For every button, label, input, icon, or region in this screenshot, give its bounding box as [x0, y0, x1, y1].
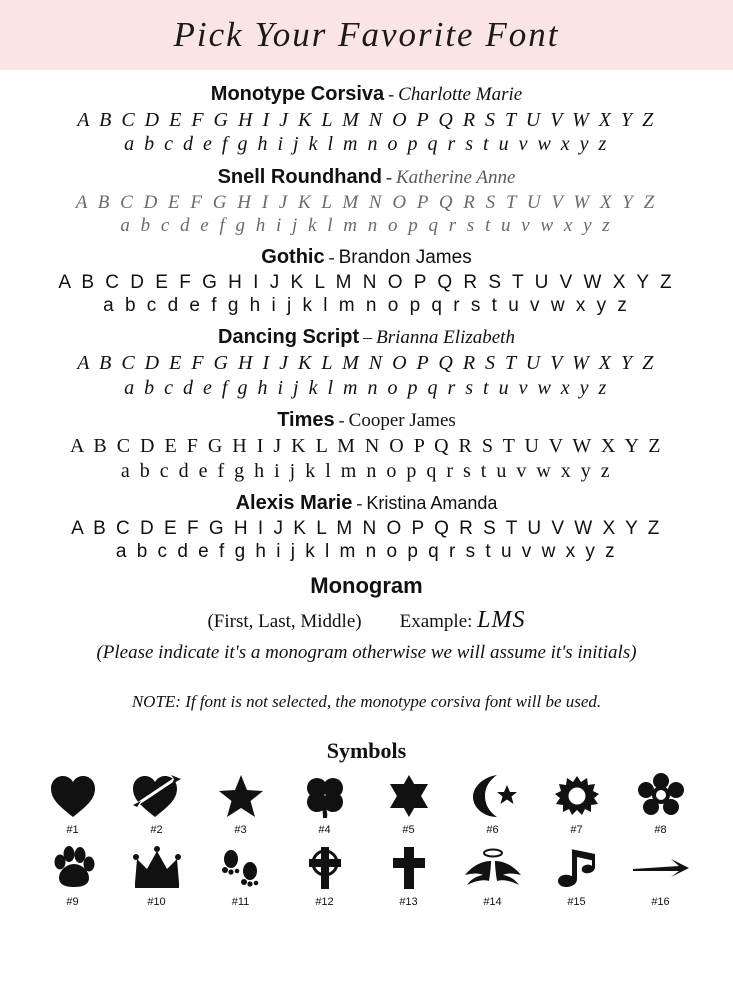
symbol-label: #16 [651, 896, 670, 909]
cross-icon [367, 842, 451, 894]
symbol-label: #4 [318, 824, 331, 837]
symbol-label: #13 [399, 896, 418, 909]
monogram-example-value: LMS [477, 607, 526, 634]
symbol-label: #5 [402, 824, 415, 837]
font-lowercase-alphabet: a b c d e f g h i j k l m n o p q r s t u v w x y z [124, 133, 609, 156]
symbol-item[interactable] [199, 770, 283, 836]
font-name: Dancing Script [218, 326, 360, 349]
symbol-label: #9 [66, 896, 79, 909]
font-uppercase-alphabet: A B C D E F G H I J K L M N O P Q R S T U V W X Y Z [71, 518, 662, 540]
font-uppercase-alphabet: A B C D E F G H I J K L M N O P Q R S T U V W X Y Z [77, 352, 656, 375]
header-banner [0, 0, 733, 70]
font-uppercase-alphabet: A B C D E F G H I J K L M N O P Q R S T U V W X Y Z [70, 435, 663, 458]
symbol-label: #3 [234, 824, 247, 837]
font-name: Monotype Corsiva [210, 83, 385, 105]
page-title: Pick Your Favorite Font [173, 15, 560, 54]
font-uppercase-alphabet: A B C D E F G H I J K L M N O P Q R S T U V W X Y Z [75, 191, 658, 213]
angel-wings-icon [451, 842, 535, 894]
symbol-item[interactable] [619, 770, 703, 836]
font-dash: – [363, 327, 373, 348]
symbol-label: #7 [570, 824, 583, 837]
heart-with-arrow-icon [115, 770, 199, 822]
paw-print-icon [31, 842, 115, 894]
font-dash: - [386, 166, 392, 187]
font-option-dancing-script[interactable] [18, 325, 715, 400]
font-option-monotype-corsiva[interactable] [18, 82, 715, 157]
symbol-label: #2 [150, 824, 163, 837]
font-example-name: Brandon James [338, 247, 472, 269]
symbol-item[interactable] [451, 770, 535, 836]
font-lowercase-alphabet: a b c d e f g h i j k l m n o p q r s t u v w x y z [103, 295, 630, 317]
crown-icon [115, 842, 199, 894]
font-heading [18, 165, 715, 190]
crescent-moon-and-star-icon [451, 770, 535, 822]
symbol-item[interactable] [115, 770, 199, 836]
symbol-item[interactable] [535, 842, 619, 908]
heart-icon [31, 770, 115, 822]
flower-icon [619, 770, 703, 822]
music-note-icon [535, 842, 619, 894]
font-list [0, 70, 733, 563]
sun-icon [535, 770, 619, 822]
symbol-item[interactable] [31, 770, 115, 836]
symbol-item[interactable] [115, 842, 199, 908]
monogram-example [400, 607, 526, 634]
star-icon [199, 770, 283, 822]
symbol-label: #1 [66, 824, 79, 837]
font-heading [18, 245, 715, 270]
font-example-name: Brianna Elizabeth [376, 327, 515, 349]
arrow-icon [619, 842, 703, 894]
font-option-gothic[interactable] [18, 245, 715, 317]
symbols-heading: Symbols [326, 738, 407, 764]
symbol-grid [0, 770, 733, 914]
monogram-heading: Monogram [310, 573, 423, 599]
symbol-item[interactable] [535, 770, 619, 836]
font-dash: - [356, 493, 363, 514]
font-lowercase-alphabet: a b c d e f g h i j k l m n o p q r s t u v w x y z [120, 214, 613, 236]
font-heading [18, 82, 715, 107]
font-heading [18, 408, 715, 433]
symbol-item[interactable] [199, 842, 283, 908]
font-lowercase-alphabet: a b c d e f g h i j k l m n o p q r s t u v w x y z [120, 459, 613, 482]
four-leaf-clover-icon [283, 770, 367, 822]
font-name: Times [277, 409, 335, 432]
symbol-item[interactable] [367, 842, 451, 908]
font-uppercase-alphabet: A B C D E F G H I J K L M N O P Q R S T U V W X Y Z [77, 109, 656, 131]
font-example-name: Katherine Anne [396, 166, 516, 188]
font-name: Snell Roundhand [217, 165, 382, 188]
symbol-label: #14 [483, 896, 502, 909]
font-uppercase-alphabet: A B C D E F G H I J K L M N O P Q R S T U V W X Y Z [58, 272, 675, 294]
font-heading [18, 325, 715, 350]
font-example-name: Kristina Amanda [366, 493, 498, 514]
font-default-note: NOTE: If font is not selected, the monotype corsiva font will be used. [131, 692, 602, 712]
symbol-item[interactable] [283, 770, 367, 836]
symbol-item[interactable] [283, 842, 367, 908]
font-option-times[interactable] [18, 408, 715, 483]
symbol-label: #8 [654, 824, 667, 837]
monogram-row [0, 607, 733, 634]
symbol-label: #6 [486, 824, 499, 837]
font-dash: - [338, 410, 345, 431]
symbol-item[interactable] [367, 770, 451, 836]
font-name: Gothic [261, 246, 325, 269]
symbol-item[interactable] [619, 842, 703, 908]
monogram-note: (Please indicate it's a monogram otherwise we will assume it's initials) [96, 642, 637, 664]
symbol-item[interactable] [451, 842, 535, 908]
baby-footprints-icon [199, 842, 283, 894]
star-of-david-icon [367, 770, 451, 822]
symbol-label: #12 [315, 896, 334, 909]
font-dash: - [388, 84, 395, 104]
font-heading [18, 491, 715, 516]
symbol-label: #11 [231, 896, 250, 909]
font-dash: - [328, 247, 335, 268]
font-example-name: Cooper James [348, 410, 456, 432]
font-example-name: Charlotte Marie [398, 84, 523, 105]
font-option-snell-roundhand[interactable] [18, 165, 715, 237]
monogram-example-label: Example: [399, 611, 473, 633]
font-lowercase-alphabet: a b c d e f g h i j k l m n o p q r s t u v w x y z [115, 541, 618, 563]
symbol-label: #15 [567, 896, 586, 909]
symbol-label: #10 [147, 896, 166, 909]
font-lowercase-alphabet: a b c d e f g h i j k l m n o p q r s t u v w x y z [124, 376, 609, 399]
symbol-item[interactable] [31, 842, 115, 908]
font-option-alexis-marie[interactable] [18, 491, 715, 563]
celtic-cross-icon [283, 842, 367, 894]
monogram-order: (First, Last, Middle) [207, 611, 362, 633]
font-name: Alexis Marie [235, 492, 353, 515]
